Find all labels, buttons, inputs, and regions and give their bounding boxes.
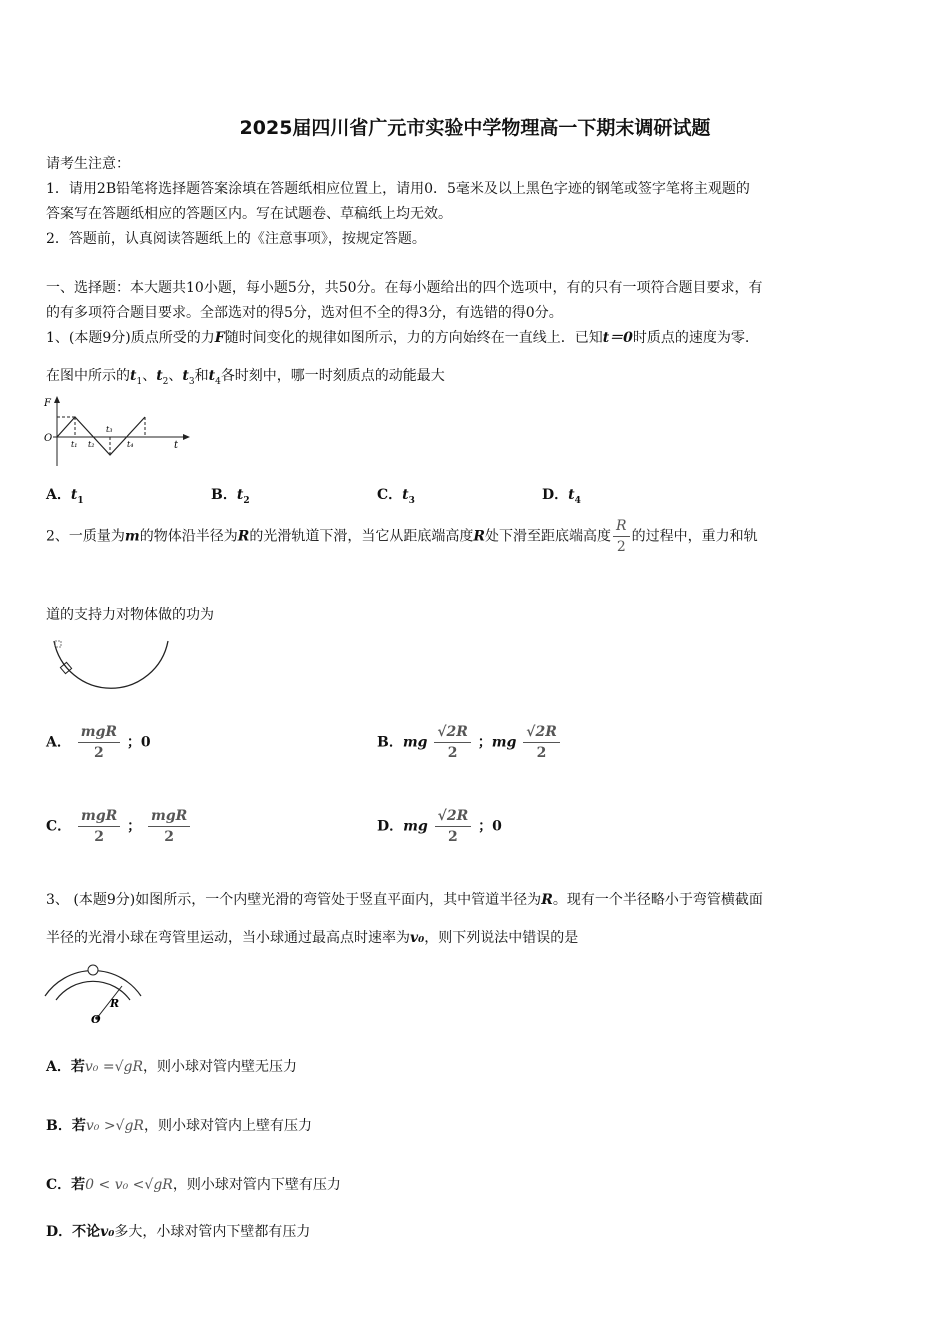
frac-sqrt2r-half: [523, 722, 560, 763]
q2-option-a[interactable]: [46, 722, 151, 763]
frac-den: 2: [616, 539, 626, 555]
q2-option-b[interactable]: [377, 722, 562, 763]
frac-sqrt2r-half: [435, 806, 472, 847]
frac-den: 2: [164, 829, 175, 845]
option-t: t: [70, 487, 78, 503]
option-letter: C．: [377, 487, 403, 503]
graph-label-o: O: [44, 433, 53, 444]
ball: [88, 965, 98, 975]
graph-label-t3: t₃: [106, 425, 113, 434]
option-text: 多大，小球对管内下壁都有压力: [114, 1224, 311, 1240]
option-prefix: D．不论: [46, 1224, 101, 1240]
section-1-line-1: 一、选择题：本大题共10小题，每小题5分，共50分。在每小题给出的四个选项中，有的只有一项符合题目要求，有: [46, 280, 763, 296]
option-letter: D．: [377, 818, 404, 835]
page-title: 2025届四川省广元市实验中学物理高一下期末调研试题: [239, 117, 711, 139]
q3-line1-end: 。现有一个半径略小于弯管横截面: [552, 892, 763, 908]
graph-label-t1: t₁: [71, 440, 78, 449]
option-condition: v₀ =√gR: [84, 1059, 144, 1075]
frac-num: √2R: [434, 722, 471, 743]
graph-label-f: F: [44, 398, 51, 409]
q1-sep: 、: [168, 368, 183, 384]
q3-var-r: R: [541, 892, 553, 908]
q2-prefix: 2、一质量为: [46, 528, 125, 545]
q1-sub: 3: [188, 376, 195, 387]
option-prefix: B．若: [46, 1118, 86, 1134]
option-sep: ；: [478, 818, 493, 835]
q1-line2-a: 在图中所示的: [46, 368, 130, 384]
y-axis-arrow: [54, 396, 60, 403]
q2-text-c: 处下滑至距底端高度: [485, 528, 612, 545]
frac-sqrt2r-half: [434, 722, 471, 763]
graph-label-o: O: [91, 1013, 101, 1026]
q1-mid: 随时间变化的规律如图所示，力的方向始终在一直线上．已知: [224, 330, 603, 346]
option-zero: 0: [492, 818, 502, 835]
option-mg: mg: [491, 734, 517, 751]
q1-t: t: [130, 368, 137, 384]
q2-text-d: 的过程中，重力和轨: [631, 528, 758, 545]
x-axis-arrow: [183, 434, 190, 440]
option-letter: B．: [211, 487, 237, 503]
q1-var-f: F: [214, 330, 225, 346]
start-block: [55, 641, 61, 647]
frac-den: 2: [447, 745, 458, 761]
option-sub: 2: [243, 495, 250, 506]
option-letter: B．: [377, 734, 403, 751]
option-sep: ；: [477, 734, 492, 751]
frac-num: mgR: [78, 722, 120, 743]
q3-line1: 3、 (本题9分)如图所示，一个内壁光滑的弯管处于竖直平面内，其中管道半径为: [46, 892, 542, 908]
option-sub: 3: [408, 495, 415, 506]
graph-label-t: t: [174, 440, 179, 451]
notice-line-2: 答案写在答题纸相应的答题区内。写在试题卷、草稿纸上均无效。: [46, 206, 452, 222]
frac-num: R: [613, 516, 630, 537]
q2-stem-line-1: [46, 516, 758, 557]
q1-force-time-graph: [40, 394, 195, 470]
frac-den: 2: [536, 745, 547, 761]
q1-line2-b: 各时刻中，哪一时刻质点的动能最大: [220, 368, 445, 384]
q1-t: t: [156, 368, 163, 384]
option-zero: 0: [140, 734, 151, 751]
graph-label-t2: t₂: [88, 440, 95, 449]
circular-track: [54, 641, 168, 688]
option-t: t: [568, 487, 575, 503]
frac-num: mgR: [148, 806, 190, 827]
q1-option-d[interactable]: [542, 484, 581, 506]
option-prefix: C．若: [46, 1177, 86, 1193]
option-prefix: A．若: [46, 1059, 85, 1075]
option-letter: A．: [46, 734, 71, 751]
option-sep: ；: [126, 734, 141, 751]
option-sep: ；: [127, 818, 142, 835]
q1-sub: 2: [162, 376, 169, 387]
force-curve: [57, 417, 145, 455]
option-condition: 0 < v₀ <√gR: [85, 1177, 173, 1193]
q1-t: t: [208, 368, 216, 384]
q1-and: 和: [194, 368, 209, 384]
frac-mgr-half: [78, 722, 120, 763]
q2-var-r: R: [473, 528, 486, 545]
option-text: ，则小球对管内下壁有压力: [172, 1177, 341, 1193]
q1-option-a[interactable]: [46, 484, 84, 506]
q3-option-a[interactable]: [46, 1056, 297, 1076]
q2-option-d[interactable]: [377, 806, 502, 847]
option-mg: mg: [403, 818, 428, 835]
q3-option-d[interactable]: [46, 1221, 310, 1241]
q3-stem-line-2: [46, 927, 578, 947]
q1-t0: t＝0: [602, 330, 633, 346]
frac-num: mgR: [78, 806, 120, 827]
option-sub: 4: [574, 495, 581, 506]
frac-mgr-half: [148, 806, 190, 847]
q1-stem-line-2: [46, 365, 445, 387]
q2-text-b: 的光滑轨道下滑，当它从距底端高度: [249, 528, 474, 545]
option-letter: D．: [542, 487, 569, 503]
q2-stem-line-2: 道的支持力对物体做的功为: [46, 607, 214, 623]
option-text: ，则小球对管内上壁有压力: [143, 1118, 312, 1134]
q2-var-m: m: [124, 528, 140, 545]
q2-frac-r-half: [613, 516, 630, 557]
notice-line-1: 1．请用2B铅笔将选择题答案涂填在答题纸相应位置上，请用0．5毫米及以上黑色字迹的钢笔或签字笔将主观题的: [46, 181, 750, 197]
frac-den: 2: [94, 745, 104, 761]
q3-var-v0: v₀: [410, 930, 425, 946]
q1-t: t: [182, 368, 189, 384]
option-condition: v₀ >√gR: [85, 1118, 144, 1134]
q1-option-c[interactable]: [377, 484, 415, 506]
q3-option-c[interactable]: [46, 1174, 341, 1194]
option-mg: mg: [402, 734, 428, 751]
option-text: ，则小球对管内壁无压力: [143, 1059, 298, 1075]
q3-stem-line-1: [46, 889, 763, 909]
q2-track-graph: [48, 634, 173, 700]
graph-label-r: R: [110, 997, 120, 1010]
option-letter: A．: [46, 487, 71, 503]
q3-option-b[interactable]: [46, 1115, 312, 1135]
option-v0: v₀: [100, 1224, 115, 1240]
frac-den: 2: [94, 829, 105, 845]
section-1-line-2: 的有多项符合题目要求。全部选对的得5分，选对但不全的得3分，有选错的得0分。: [46, 305, 563, 321]
q1-stem-line-1: [46, 327, 749, 347]
frac-num: √2R: [523, 722, 560, 743]
q2-var-r: R: [237, 528, 250, 545]
q3-line2-end: ，则下列说法中错误的是: [424, 930, 579, 946]
option-sub: 1: [77, 495, 84, 506]
q1-sub: 4: [215, 376, 221, 387]
frac-den: 2: [448, 829, 458, 845]
option-t: t: [402, 487, 409, 503]
q1-option-b[interactable]: [211, 484, 250, 506]
q3-bent-tube-graph: [42, 960, 147, 1026]
frac-mgr-half: [78, 806, 120, 847]
q2-text-a: 的物体沿半径为: [139, 528, 238, 545]
notice-heading: 请考生注意：: [46, 156, 130, 172]
q1-sub: 1: [136, 376, 143, 387]
option-t: t: [236, 487, 244, 503]
graph-label-t4: t₄: [127, 440, 134, 449]
q1-sep: 、: [142, 368, 157, 384]
q1-suffix: 时质点的速度为零.: [632, 330, 750, 346]
option-letter: C．: [46, 818, 72, 835]
frac-num: √2R: [435, 806, 472, 827]
q3-line2: 半径的光滑小球在弯管里运动，当小球通过最高点时速率为: [46, 930, 410, 946]
q2-option-c[interactable]: [46, 806, 192, 847]
notice-line-3: 2．答题前，认真阅读答题纸上的《注意事项》，按规定答题。: [46, 231, 426, 247]
q1-prefix: 1、(本题9分)质点所受的力: [46, 330, 215, 346]
